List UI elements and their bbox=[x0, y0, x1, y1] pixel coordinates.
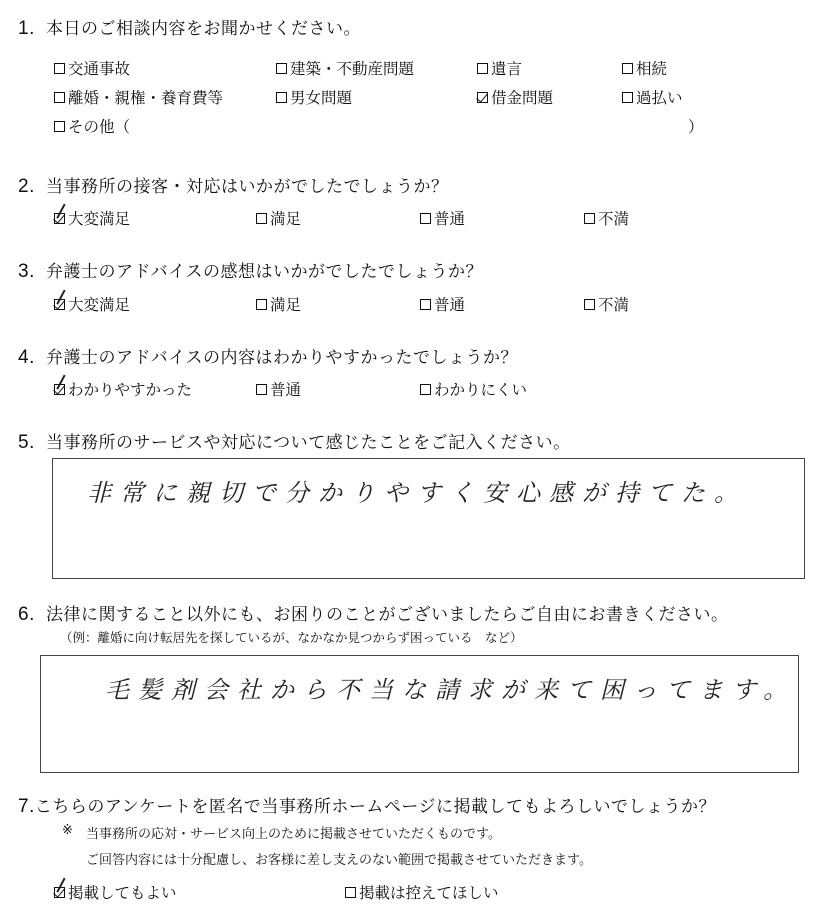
option-label: 不満 bbox=[598, 210, 630, 228]
q6-handwritten-answer: 毛髪剤会社から不当な請求が来て困ってます。 bbox=[105, 676, 797, 704]
question-number: 1. bbox=[18, 18, 35, 39]
q1-option-debt[interactable] bbox=[477, 86, 553, 108]
question-2 bbox=[18, 172, 449, 198]
checkbox[interactable] bbox=[477, 63, 488, 74]
checkbox[interactable] bbox=[54, 92, 65, 103]
option-label: 満足 bbox=[270, 296, 302, 314]
q7-note-2: ご回答内容には十分配慮し、お客様に差し支えのない範囲で掲載させていただきます。 bbox=[86, 853, 592, 868]
checkbox-checked[interactable] bbox=[54, 299, 65, 310]
question-number: 3. bbox=[18, 261, 35, 282]
option-label: 掲載してもよい bbox=[68, 884, 177, 902]
checkbox-checked[interactable] bbox=[54, 213, 65, 224]
q2-option-satisfied[interactable] bbox=[256, 207, 301, 229]
option-label: 普通 bbox=[434, 210, 466, 228]
q1-option-real-estate[interactable] bbox=[276, 57, 414, 79]
question-number: 6. bbox=[18, 604, 35, 625]
question-5 bbox=[18, 428, 571, 454]
checkbox[interactable] bbox=[256, 299, 267, 310]
q6-example: （例：離婚に向け転居先を探しているが、なかなか見つからず困っている など） bbox=[60, 630, 523, 645]
option-label: わかりやすかった bbox=[68, 381, 193, 399]
checkbox[interactable] bbox=[584, 299, 595, 310]
question-text: 当事務所の接客・対応はいかがでしたでしょうか？ bbox=[46, 177, 449, 197]
checkbox[interactable] bbox=[54, 63, 65, 74]
checkbox[interactable] bbox=[622, 63, 633, 74]
option-label: 満足 bbox=[270, 210, 302, 228]
option-label: 相続 bbox=[636, 60, 668, 78]
option-label: 男女問題 bbox=[290, 89, 353, 107]
checkbox[interactable] bbox=[54, 121, 65, 132]
question-text: 弁護士のアドバイスの内容はわかりやすかったでしょうか？ bbox=[46, 348, 518, 368]
q3-option-very-satisfied[interactable] bbox=[54, 293, 130, 315]
question-text: 当事務所のサービスや対応について感じたことをご記入ください。 bbox=[46, 433, 571, 453]
question-number: 5. bbox=[18, 432, 35, 453]
option-label: 建築・不動産問題 bbox=[290, 60, 415, 78]
q4-option-normal[interactable] bbox=[256, 378, 301, 400]
checkbox[interactable] bbox=[276, 92, 287, 103]
checkbox[interactable] bbox=[420, 213, 431, 224]
option-label: 普通 bbox=[270, 381, 302, 399]
q1-option-other[interactable] bbox=[54, 115, 130, 137]
question-number: 4. bbox=[18, 347, 35, 368]
q1-option-divorce[interactable] bbox=[54, 86, 223, 108]
question-1 bbox=[18, 14, 361, 40]
q5-handwritten-answer: 非常に親切で分かりやすく安心感が持てた。 bbox=[87, 479, 747, 507]
checkbox-checked[interactable] bbox=[54, 384, 65, 395]
checkbox-checked[interactable] bbox=[54, 887, 65, 898]
question-number: 2. bbox=[18, 176, 35, 197]
checkbox[interactable] bbox=[420, 299, 431, 310]
handwritten-tick-mark bbox=[56, 289, 65, 304]
q7-option-allow[interactable] bbox=[54, 881, 177, 903]
option-label: わかりにくい bbox=[434, 381, 528, 399]
q1-option-inheritance[interactable] bbox=[622, 57, 667, 79]
option-label: 掲載は控えてほしい bbox=[359, 884, 499, 902]
q3-option-satisfied[interactable] bbox=[256, 293, 301, 315]
option-label: 交通事故 bbox=[68, 60, 131, 78]
question-text: 本日のご相談内容をお聞かせください。 bbox=[46, 19, 361, 39]
handwritten-tick-mark bbox=[56, 203, 65, 218]
q3-option-dissatisfied[interactable] bbox=[584, 293, 629, 315]
q1-option-will[interactable] bbox=[477, 57, 522, 79]
q1-option-relationship[interactable] bbox=[276, 86, 352, 108]
q2-option-normal[interactable] bbox=[420, 207, 465, 229]
option-label: 過払い bbox=[636, 89, 683, 107]
q5-answer-box[interactable] bbox=[52, 458, 805, 579]
option-label: 離婚・親権・養育費等 bbox=[68, 89, 224, 107]
q1-other-close: ） bbox=[688, 118, 704, 136]
option-label: 借金問題 bbox=[491, 89, 554, 107]
q6-answer-box[interactable] bbox=[40, 655, 799, 773]
question-text: 法律に関すること以外にも、お困りのことがございましたらご自由にお書きください。 bbox=[46, 605, 729, 625]
checkbox[interactable] bbox=[276, 63, 287, 74]
question-3 bbox=[18, 257, 483, 283]
question-6 bbox=[18, 600, 729, 626]
q2-option-dissatisfied[interactable] bbox=[584, 207, 629, 229]
handwritten-tick-mark bbox=[56, 374, 65, 389]
q7-note-mark: ※ bbox=[62, 823, 73, 838]
q7-option-decline[interactable] bbox=[345, 881, 499, 903]
checkbox[interactable] bbox=[420, 384, 431, 395]
checkbox[interactable] bbox=[622, 92, 633, 103]
q7-note-1: 当事務所の応対・サービス向上のために掲載させていただくものです。 bbox=[86, 827, 501, 842]
q2-option-very-satisfied[interactable] bbox=[54, 207, 130, 229]
checkbox[interactable] bbox=[256, 384, 267, 395]
checkbox[interactable] bbox=[345, 887, 356, 898]
checkbox[interactable] bbox=[584, 213, 595, 224]
option-label: その他（ bbox=[68, 118, 131, 136]
option-label: 遺言 bbox=[491, 60, 523, 78]
checkbox-checked[interactable] bbox=[477, 92, 488, 103]
q1-option-traffic[interactable] bbox=[54, 57, 130, 79]
question-4 bbox=[18, 343, 518, 369]
option-label: 大変満足 bbox=[68, 296, 131, 314]
option-label: 大変満足 bbox=[68, 210, 131, 228]
q4-option-easy[interactable] bbox=[54, 378, 192, 400]
option-label: 不満 bbox=[598, 296, 630, 314]
question-text: こちらのアンケートを匿名で当事務所ホームページに掲載してもよろしいでしょうか？ bbox=[34, 797, 716, 817]
option-label: 普通 bbox=[434, 296, 466, 314]
question-7 bbox=[18, 792, 716, 818]
question-text: 弁護士のアドバイスの感想はいかがでしたでしょうか？ bbox=[46, 262, 483, 282]
q1-option-overpayment[interactable] bbox=[622, 86, 683, 108]
q4-option-difficult[interactable] bbox=[420, 378, 527, 400]
checkbox[interactable] bbox=[256, 213, 267, 224]
q3-option-normal[interactable] bbox=[420, 293, 465, 315]
handwritten-tick-mark bbox=[56, 877, 65, 892]
question-number: 7. bbox=[18, 796, 35, 817]
